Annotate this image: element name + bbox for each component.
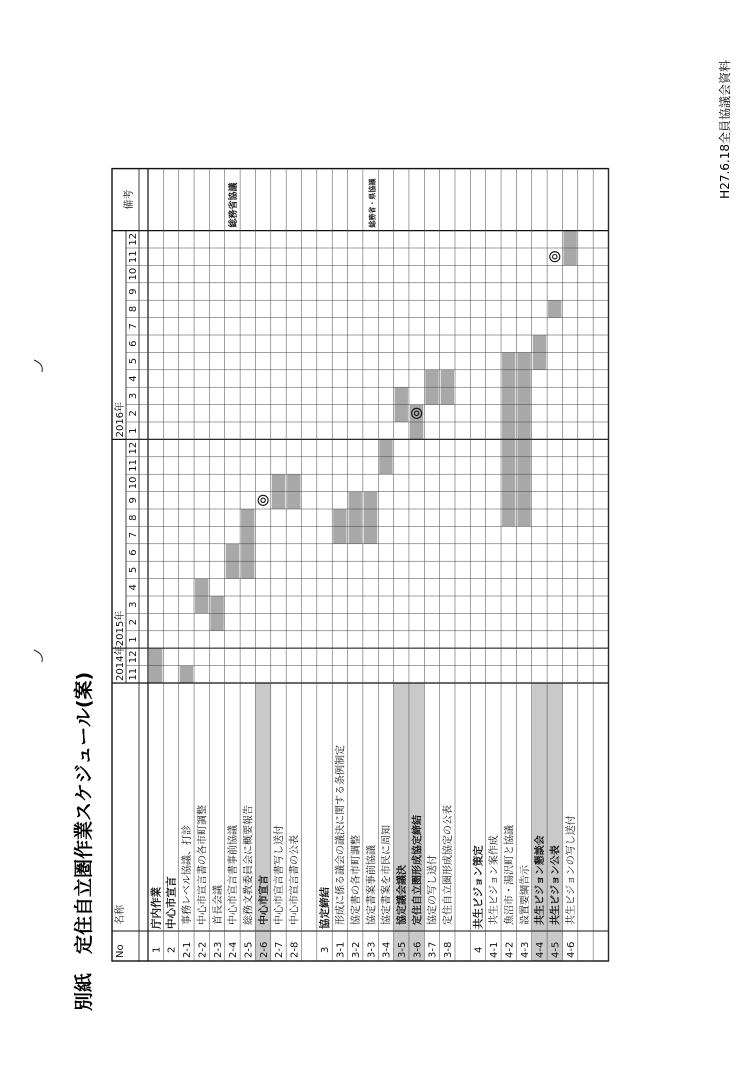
header-month: 9: [128, 497, 139, 504]
header-year: 2015年: [115, 610, 126, 647]
row-number: 2: [166, 946, 178, 953]
header-month: 7: [128, 323, 139, 330]
row-number: 3: [320, 946, 332, 953]
row-name: 総務文教委員会に概要報告: [243, 805, 255, 925]
row-number: 2-6: [258, 941, 270, 958]
header-month: 12: [128, 650, 139, 664]
schedule-bar: [349, 492, 362, 544]
row-number: 2-5: [243, 941, 255, 958]
header-month: 11: [128, 667, 139, 681]
row-name: 共生ビジョン公表: [550, 845, 562, 925]
row-number: 3-7: [427, 941, 439, 958]
row-name: 定住自立圏形成協定の公表: [443, 805, 454, 925]
header-month: 11: [128, 459, 139, 472]
row-name: 首長会議: [212, 885, 224, 925]
row-name: 共生ビジョン懇談会: [535, 835, 547, 925]
punch-hole-mark: [34, 650, 42, 662]
milestone-mark-inner: [553, 255, 557, 259]
header-name: 名称: [115, 905, 126, 925]
row-name: 共生ビジョン案作成: [489, 835, 501, 925]
header-month: 6: [128, 340, 139, 347]
header-month: 10: [128, 476, 139, 490]
row-name: 協定書の各市町調整: [350, 835, 362, 925]
milestone-mark: [550, 252, 560, 262]
punch-hole-mark: [34, 360, 42, 372]
header-month: 1: [128, 636, 139, 643]
row-name: 魚沼市・湯沢町と協議: [504, 825, 516, 925]
header-year: 2014年: [115, 645, 126, 681]
row-number: 3-8: [443, 941, 454, 958]
row-name: 協定書案を市民に周知: [381, 825, 393, 925]
header-month: 7: [128, 531, 139, 539]
header-no: No: [115, 944, 126, 958]
header-month: 10: [128, 267, 139, 281]
header-month: 5: [128, 566, 139, 574]
row-name: 中心市宣言書の各市町調整: [197, 805, 209, 925]
header-month: 2: [128, 618, 139, 626]
row-number: 4-2: [504, 941, 516, 958]
row-name: 事務レベル協議、打診: [182, 825, 194, 925]
header-remarks: 備考: [124, 189, 135, 210]
row-number: 2-3: [212, 941, 224, 958]
schedule-bar: [548, 300, 561, 317]
row-number: 3-5: [396, 941, 408, 958]
milestone-mark-inner: [261, 498, 265, 502]
milestone-mark: [258, 495, 268, 505]
row-name: 共生ビジョンの写し送付: [565, 815, 577, 925]
header-month: 2: [128, 410, 139, 417]
reference-note: H27.6.18全員協議会資料: [718, 60, 732, 199]
header-month: 3: [128, 601, 139, 608]
row-number: 2-7: [274, 941, 286, 958]
schedule-bar: [180, 666, 193, 683]
row-name: 中心市宣言書の公表: [289, 835, 301, 925]
row-number: 4-3: [519, 941, 531, 958]
row-number: 4-6: [565, 941, 577, 958]
header-month: 12: [128, 232, 139, 246]
row-number: 4: [473, 946, 485, 953]
header-month: 9: [128, 288, 139, 295]
row-number: 2-4: [228, 941, 240, 958]
header-month: 1: [128, 427, 139, 434]
row-remark: 総務省・県協議: [368, 178, 377, 228]
header-month: 5: [128, 357, 139, 365]
row-number: 2-8: [289, 941, 301, 958]
row-number: 4-4: [535, 941, 547, 958]
header-month: 4: [128, 375, 139, 382]
schedule-bar: [364, 492, 377, 544]
header-month: 3: [128, 392, 139, 400]
rotated-document: [72, 60, 732, 1011]
header-month: 8: [128, 514, 139, 521]
row-name: 中心市宣言書写し送付: [274, 825, 286, 925]
row-number: 1: [151, 946, 163, 953]
header-month: 6: [128, 549, 139, 556]
header-month: 11: [128, 250, 139, 264]
row-name: 中心市宣言書事前協議: [228, 825, 240, 925]
row-name: 中心市宣言: [165, 876, 178, 929]
row-name: 共生ビジョン策定: [472, 845, 485, 929]
row-remark: 総務省協議: [229, 182, 240, 228]
row-name: 協定書案事前協議: [366, 845, 378, 925]
row-number: 4-5: [550, 941, 562, 958]
header-month: 8: [128, 305, 139, 313]
row-number: 4-1: [489, 941, 501, 958]
document-title: 別紙 定住自立圏作業スケジュール(案): [73, 671, 95, 1011]
row-name: 設置要綱告示: [519, 865, 531, 925]
schedule-table: [112, 169, 609, 961]
row-name: 定住自立圏形成協定締結: [412, 815, 424, 925]
header-month: 12: [128, 441, 139, 455]
row-number: 3-1: [335, 941, 347, 958]
row-number: 3-6: [412, 941, 424, 958]
header-month: 4: [128, 584, 139, 591]
row-number: 2-2: [197, 941, 209, 958]
row-name: 協定議会議決: [396, 865, 408, 925]
row-name: 協定締結: [319, 887, 332, 929]
header-year: 2016年: [115, 401, 126, 438]
row-number: 3-3: [366, 941, 378, 958]
row-name: 中心市宣言: [258, 875, 270, 925]
row-name: 庁内作業: [150, 887, 163, 929]
row-number: 2-1: [182, 941, 194, 958]
row-number: 3-2: [350, 941, 362, 958]
row-name: 形成に係る議会の議決に関する条例制定: [335, 745, 347, 925]
row-name: 協定の写し送付: [427, 855, 439, 925]
row-number: 3-4: [381, 941, 393, 958]
